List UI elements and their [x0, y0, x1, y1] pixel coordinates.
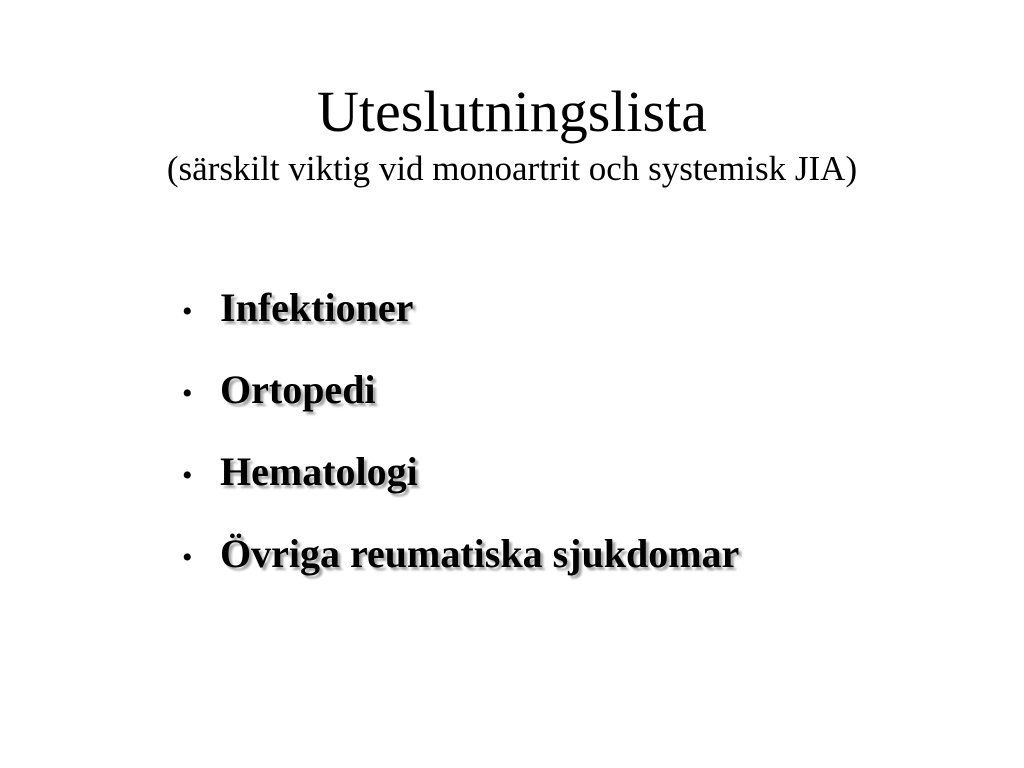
bullet-text: Hematologi [220, 449, 418, 494]
bullet-text: Infektioner [220, 285, 414, 330]
bullet-list [182, 280, 739, 608]
bullet-icon: • [182, 459, 193, 492]
bullet-item-infektioner [182, 280, 739, 362]
slide-subtitle: (särskilt viktig vid monoartrit och systemisk JIA) [166, 149, 858, 188]
bullet-text: Ortopedi [220, 367, 376, 412]
bullet-icon: • [182, 295, 193, 328]
bullet-icon: • [182, 541, 193, 574]
bullet-icon: • [182, 377, 193, 410]
bullet-item-ortopedi [182, 362, 739, 444]
title-block [0, 78, 1024, 190]
slide-title: Uteslutningslista [317, 79, 707, 144]
bullet-item-ovriga-reumatiska-sjukdomar [182, 526, 739, 608]
bullet-item-hematologi [182, 444, 739, 526]
bullet-text: Övriga reumatiska sjukdomar [220, 531, 740, 576]
